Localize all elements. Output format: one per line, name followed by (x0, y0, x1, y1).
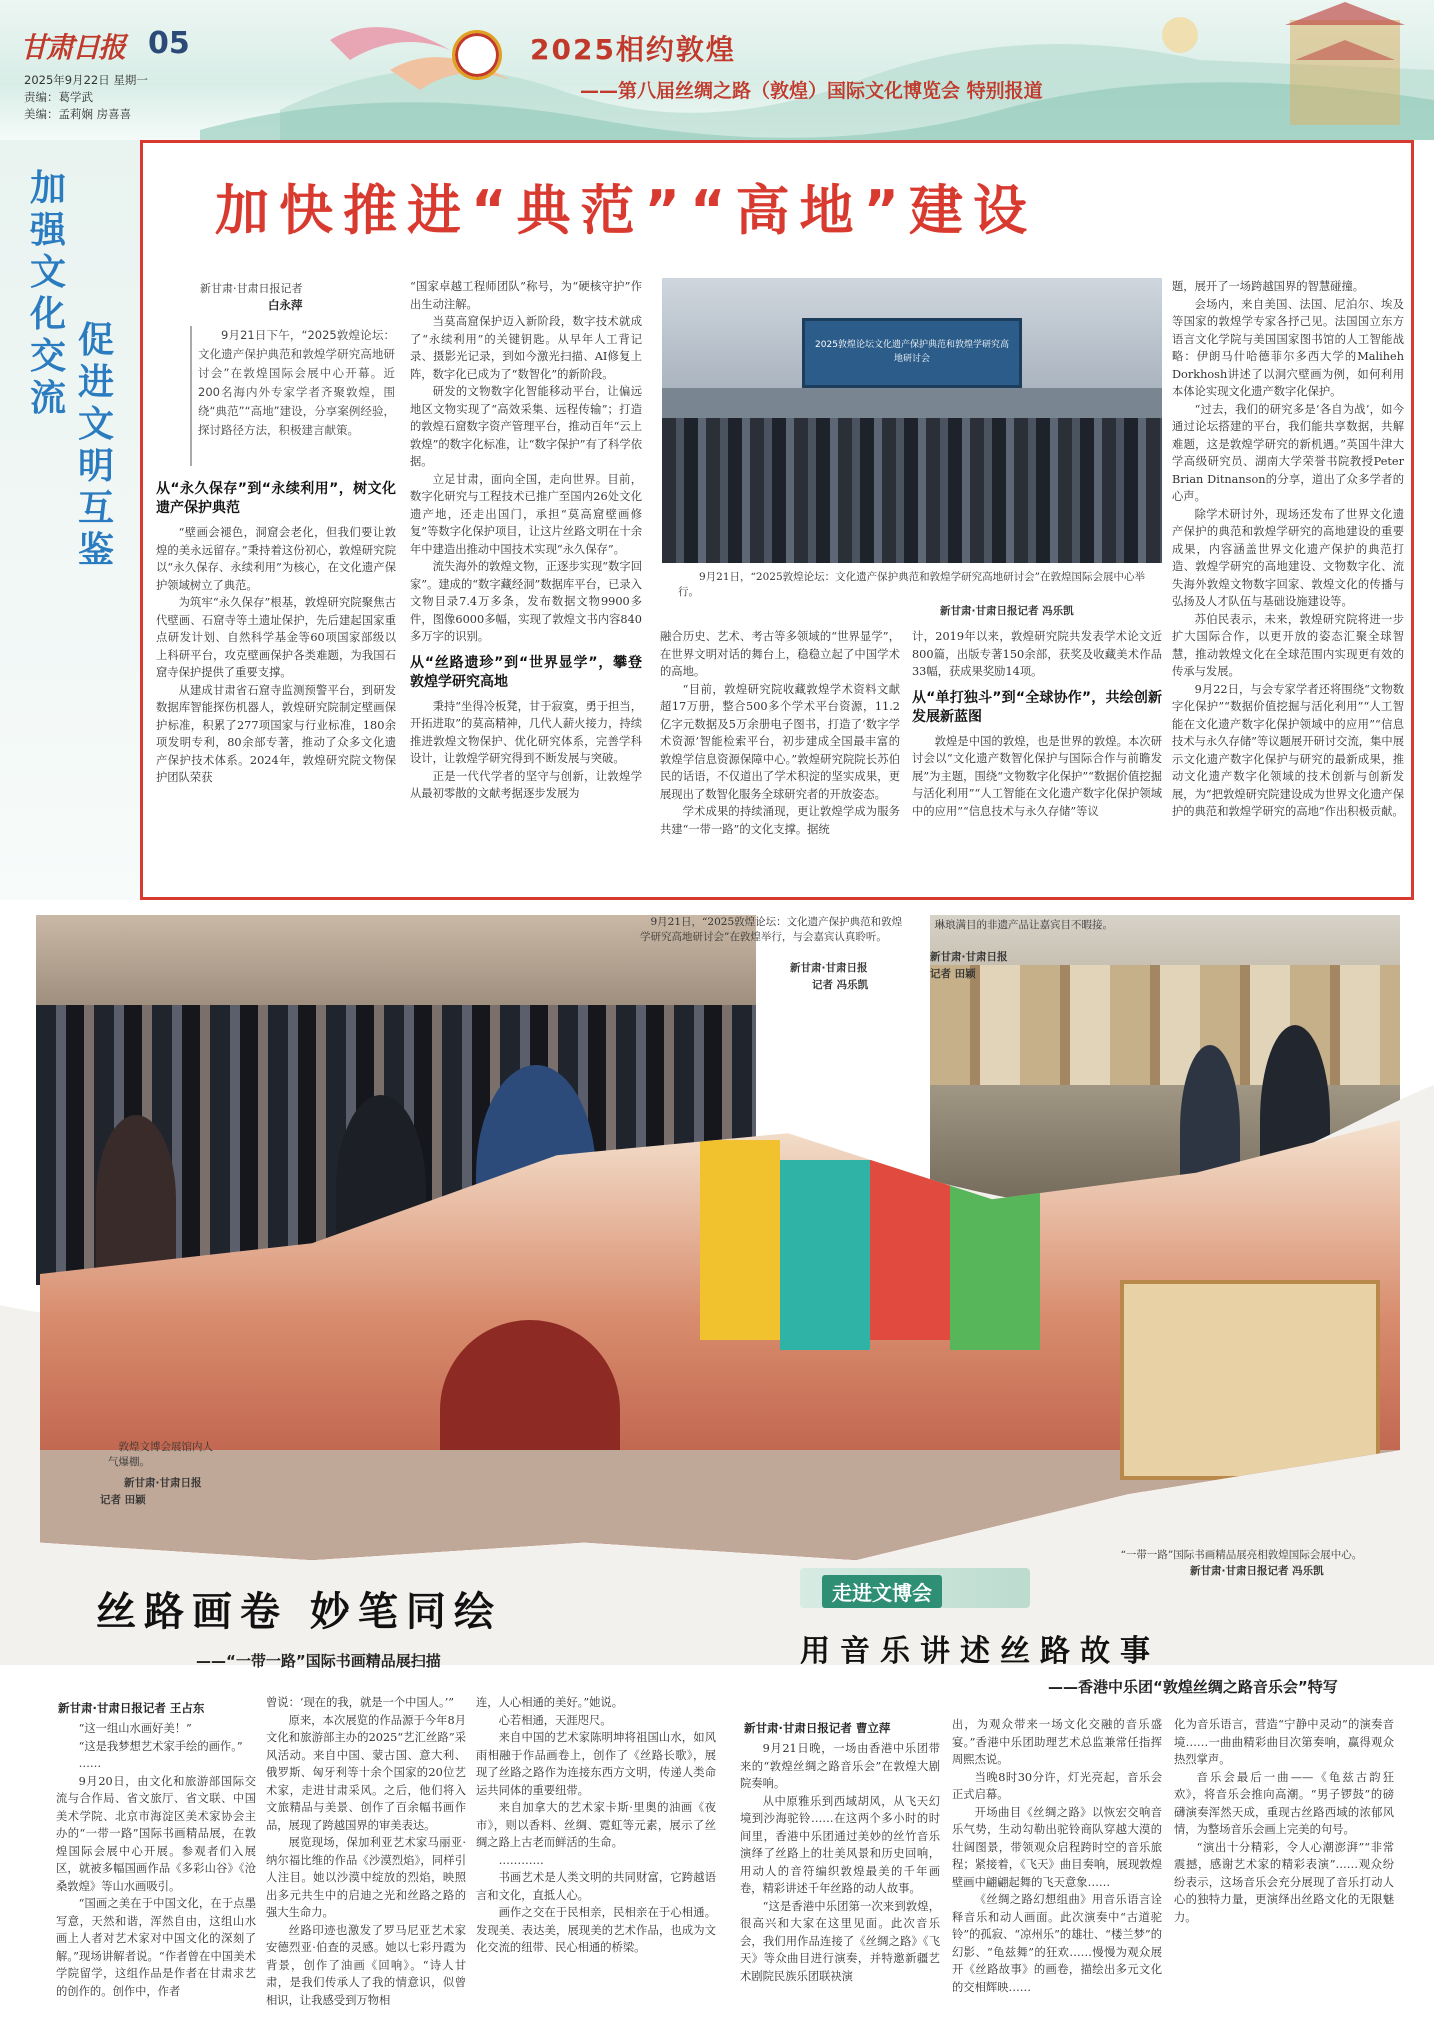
article3-subtitle: ——香港中乐团“敦煌丝绸之路音乐会”特写 (1048, 1678, 1338, 1696)
forum-stage (662, 388, 1162, 418)
forum-audience (662, 418, 1162, 563)
artwork-wall (1120, 1280, 1380, 1480)
heritage-caption: 琳琅满目的非遗产品让嘉宾目不暇接。 (934, 919, 1113, 931)
article3-byline: 新甘肃·甘肃日报记者 曹立萍 (744, 1721, 891, 1735)
lead-subhead-3: 从“单打独斗”到“全球协作”，共绘创新发展新蓝图 (912, 689, 1162, 725)
lead-intro: 9月21日下午，“2025敦煌论坛：文化遗产保护典范和敦煌学研究高地研讨会”在敦煌国际会展中心开幕。近200名海内外专家学者齐聚敦煌，围绕“典范”“高地”建设，分享案例经验，探讨路径方法，积极建言献策。 (190, 326, 395, 466)
heritage-credit-2: 记者 田颖 (930, 968, 976, 980)
calligraphy-credit: 新甘肃·甘肃日报记者 冯乐凯 (1190, 1565, 1324, 1577)
paper-logo: 甘肃日报 (20, 31, 125, 64)
designer-credit: 美编：孟莉娴 房喜喜 (24, 107, 132, 121)
article2-col-1: “这一组山水画好美！” “这是我梦想艺术家手绘的画作。” …… 9月20日，由文化和旅游部国际交流与合作局、省文旅厅、省文联、中国美术学院、北京市海淀区美术家协会主办的“一带一路”国际书画精品展，在敦煌国际会展中心开展。参观者们入展区，就被多幅国画作品《多彩山谷》《沧桑敦煌》等山水画吸引。 “国画之美在于中国文化，在于点墨写意，天然和谐，浑然自由，这组山水画上人者对艺术家对中国文化的深刻了解。”现场讲解者说。“作者曾在中国美术学院留学，这组作品是作者在甘肃求艺的创作的。创作中，作者 (56, 1722, 256, 1998)
hanging-banner (700, 1140, 780, 1340)
forum-screen-text: 2025敦煌论坛文化遗产保护典范和敦煌学研究高地研讨会 (815, 340, 1009, 364)
article2-col-2: 曾说：‘现在的我，就是一个中国人。’” 原来，本次展览的作品源于今年8月文化和旅游部主办的2025“艺汇丝路”采风活动。来自中国、蒙古国、意大利、俄罗斯、匈牙利等十余个国家的20位艺术家，走进甘肃采风。之后，他们将入文旅精品与美景、创作了百余幅书画作品，展现了跨越国界的审美表达。 展览现场，保加利亚艺术家马丽亚·纳尔福比维的作品《沙漠烈焰》，同样引人注目。她以沙漠中绽放的烈焰，映照出多元共生中的启迪之光和丝路之路的强大生命力。 丝路印迹也激发了罗马尼亚艺术家安德烈亚·伯查的灵感。她以七彩丹霞为背景，创作了油画《回响》。“诗人甘肃，是我们传承人了我的情意识，似曾相识，让我感受到万物相 (266, 1696, 466, 2007)
audience-credit-2: 记者 冯乐凯 (812, 979, 869, 991)
banner-subtitle: ——第八届丝绸之路（敦煌）国际文化博览会 特别报道 (580, 80, 1043, 102)
audience-credit-1: 新甘肃·甘肃日报 (790, 962, 868, 974)
forum-photo-caption: 9月21日，“2025敦煌论坛：文化遗产保护典范和敦煌学研究高地研讨会”在敦煌国际会展中心举行。 (678, 571, 1145, 598)
hall-credit-2: 记者 田颖 (100, 1494, 146, 1506)
editor-credit: 责编：葛学武 (24, 90, 93, 104)
audience-caption: 9月21日，“2025敦煌论坛：文化遗产保护典范和敦煌学研究高地研讨会”在敦煌举行，与会嘉宾认真聆听。 (640, 916, 903, 943)
lead-byline2: 白永萍 (268, 298, 303, 312)
article2-subtitle: ——“一带一路”国际书画精品展扫描 (196, 1652, 441, 1670)
column-tag-label: 走进文博会 (822, 1575, 942, 1608)
slogan-left: 加强文化交流 (30, 168, 67, 419)
lead-col-3: 融合历史、艺术、考古等多领域的“世界显学”，在世界文明对话的舞台上，稳稳立起了中国学术的高地。 “目前，敦煌研究院收藏敦煌学术资料文献超17万册，整合500多个学术平台资源，11.2亿字元数据及5万余册电子图书，打造了‘数字学术资源’智能检索平台，初步建成全国最丰富的敦煌学信息资源保障中心。”敦煌研究院院长苏伯民的话语，不仅道出了学术积淀的坚实成果，更展现出了数智化服务全球研究者的开放姿态。 学术成果的持续涌现，更让敦煌学成为服务共建“一带一路”的文化支撑。据统 (660, 630, 900, 836)
article2-byline: 新甘肃·甘肃日报记者 王占东 (58, 1701, 205, 1715)
calligraphy-caption: “一带一路”国际书画精品展亮相敦煌国际会展中心。 (1120, 1549, 1363, 1561)
article2-headline: 丝路画卷 妙笔同绘 (96, 1589, 502, 1635)
hanging-banner (780, 1160, 870, 1350)
lead-col-5: 题，展开了一场跨越国界的智慧碰撞。 会场内，来自美国、法国、尼泊尔、埃及等国家的敦煌学专家各抒己见。法国国立东方语言文化学院与美国国家图书馆的人工智能战略：伊朗马什哈德菲尔多西大学的Maliheh Dorkhosh讲述了以洞穴壁画为例，如何利用本体论实现文化遗产数字化保护。 “过去，我们的研究多是‘各自为战’，如今通过论坛搭建的平台，我们能共享数据，共解难题，这是敦煌学研究的新机遇。”英国牛津大学高级研究员、湖南大学荣誉书院教授Peter Brian Ditnanson的分享，道出了众多学者的心声。 除学术研讨外，现场还发布了世界文化遗产保护的典范和敦煌学研究的高地建设的重要成果，内容涵盖世界文化遗产保护的典范打造、敦煌学研究的高地建设、文物数字化、流失海外敦煌文物数字回家、敦煌文化的传播与弘扬及人才队伍与基础设施建设等。 苏伯民表示，未来，敦煌研究院将进一步扩大国际合作，以更开放的姿态汇聚全球智慧，推动敦煌文化在全球范围内实现更有效的传承与发展。 9月22日，与会专家学者还将围绕“文物数字化保护”“数据价值挖掘与活化利用”“人工智能在文化遗产数字化保护领域中的应用”“信息技术与永久存储”等议题展开研讨交流，集中展示文化遗产数字化保护与研究的最新成果，推动文化遗产数字化领域的技术创新与创新发展，为“把敦煌研究院建设成为世界文化遗产保护的典范和敦煌学研究的高地”作出积极贡献。 (1172, 280, 1404, 818)
issue-date: 2025年9月22日 星期一 (24, 73, 148, 87)
article3-headline: 用音乐讲述丝路故事 (800, 1634, 1160, 1669)
page-number: 05 (148, 26, 190, 61)
lead-col-2: “国家卓越工程师团队”称号，为“硬核守护”作出生动注解。 当莫高窟保护迈入新阶段，数字技术就成了“永续利用”的关键钥匙。从早年人工背记录、摄影光记录，到如今激光扫描、AI修复上阵，数字化已成为了“数智化”的新阶段。 研发的文物数字化智能移动平台，让偏远地区文物实现了“高效采集、远程传输”；打造的敦煌石窟数字资产管理平台，推动百年“云上敦煌”的数字化标准，让“数字保护”有了科学依据。 立足甘肃，面向全国，走向世界。目前，数字化研究与工程技术已推广至国内26处文化遗产地，还走出国门，承担“莫高窟壁画修复”等数字化保护项目，让这片丝路文明在十余年中建造出推动中国技术实现“永久保存”。 流失海外的敦煌文物，正逐步实现“数字回家”。建成的“数字藏经洞”数据库平台，已录入文物目录7.4万多条，发布数据文物9900多件，图像6000多幅，实现了敦煌文书内容840多万字的识别。 从“丝路遗珍”到“世界显学”，攀登敦煌学研究高地 秉持“坐得冷板凳，甘于寂寞，勇于担当，开拓进取”的莫高精神，几代人薪火接力，持续推进敦煌文物保护、优化研究体系，完善学科设计，让敦煌学研究得到不断发展与突破。 正是一代代学者的坚守与创新，让敦煌学从最初零散的文献考据逐步发展为 (410, 280, 642, 800)
heritage-credit-1: 新甘肃·甘肃日报 (930, 951, 1008, 963)
lead-col-4: 计，2019年以来，敦煌研究院共发表学术论文近800篇，出版专著150余部，获奖及收藏美术作品33幅，获成果奖励14项。 从“单打独斗”到“全球协作”，共绘创新发展新蓝图 敦煌是中国的敦煌，也是世界的敦煌。本次研讨会以“文化遗产数智化保护与国际合作与前瞻发展”为主题，围绕“文物数字化保护”“数据价值挖掘与活化利用”“人工智能在文化遗产数字化保护领域中的应用”“信息技术与永久存储”等议 (912, 630, 1162, 818)
article2-col-3: 连，人心相通的美好。”她说。 心若相通，天涯咫尺。 来自中国的艺术家陈明坤将祖国山水，如风雨相融于作品画卷上，创作了《丝路长歌》，展现了丝路之路作为连接东西方文明，传递人类命运共同体的重要纽带。 来自加拿大的艺术家卡斯·里奥的油画《夜市》，则以香料、丝绸、霓虹等元素，展示了丝绸之路上古老而鲜活的生命。 ………… 书画艺术是人类文明的共同财富，它跨越语言和文化，直抵人心。 画作之交在于民相亲，民相亲在于心相通。发现美、表达美，展现美的艺术作品，也成为文化交流的纽带、民心相通的桥梁。 (476, 1696, 716, 1954)
banner-decoration (0, 0, 1434, 140)
expo-logo-icon (452, 30, 502, 80)
lead-subhead-1: 从“永久保存”到“永续利用”，树文化遗产保护典范 (156, 481, 396, 516)
banner-title: 2025相约敦煌 (530, 33, 736, 66)
lead-byline1: 新甘肃·甘肃日报记者 (200, 282, 303, 295)
article3-col-2: 出，为观众带来一场文化交融的音乐盛宴。”香港中乐团助理艺术总监兼常任指挥周熙杰说。 当晚8时30分许，灯光亮起，音乐会正式启幕。 开场曲目《丝绸之路》以恢宏交响音乐气势，生动勾勒出驼铃商队穿越大漠的壮阔图景，带领观众启程跨时空的音乐旅程；紧接着，《飞天》曲目奏响，展现敦煌壁画中翩翩起舞的飞天意象…… 《丝绸之路幻想组曲》用音乐语言诠释音乐和动人画面。此次演奏中“古道驼铃”的孤寂、“凉州乐”的雄壮、“楼兰梦”的幻影、“龟兹舞”的狂欢……慢慢为观众展开《丝路故事》的画卷，描绘出多元文化的交相辉映…… (952, 1718, 1162, 1994)
article3-col-1: 9月21日晚，一场由香港中乐团带来的“敦煌丝绸之路音乐会”在敦煌大剧院奏响。 从中原雅乐到西域胡风，从飞天幻境到沙海驼铃……在这两个多小时的时间里，香港中乐团通过美妙的丝竹音乐演绎了丝路上的壮美风景和历史回响，用动人的音符编织敦煌最美的千年画卷，精彩讲述千年丝路的动人故事。 “这是香港中乐团第一次来到敦煌，很高兴和大家在这里见面。此次音乐会，我们用作品连接了《丝绸之路》《飞天》等众曲目进行演奏，并特邀新疆艺术剧院民族乐团联袂演 (740, 1742, 940, 1983)
article3-col-3: 化为音乐语言，营造“宁静中灵动”的演奏音境……一曲曲精彩曲目次第奏响，赢得观众热烈掌声。 音乐会最后一曲——《龟兹古韵狂欢》，将音乐会推向高潮。“男子锣鼓”的磅礴演奏浑然天成，重现古丝路西域的浓郁风情，为整场音乐会画上完美的句号。 “演出十分精彩，令人心潮澎湃”“非常震撼，感谢艺术家的精彩表演”……观众纷纷表示，这场音乐会充分展现了音乐打动人心的独特力量，更演绎出丝路文化的无限魅力。 (1174, 1718, 1394, 1924)
hall-credit-1: 新甘肃·甘肃日报 (124, 1477, 202, 1489)
lead-headline: 加快推进“典范”“高地”建设 (215, 179, 1037, 242)
forum-photo-credit: 新甘肃·甘肃日报记者 冯乐凯 (940, 605, 1074, 617)
slogan-right: 促进文明互鉴 (78, 320, 115, 571)
lead-col-1: 从“永久保存”到“永续利用”，树文化遗产保护典范 “壁画会褪色，洞窟会老化，但我们要让敦煌的美永远留存。”秉持着这份初心，敦煌研究院以“永久保存、永续利用”为核心，在文化遗产保护领域树立了典范。 为筑牢“永久保存”根基，敦煌研究院聚焦古代壁画、石窟寺等土遗址保护，先后建起国家重点研发计划、自然科学基金等60项国家部级以上科研平台，攻克壁画保护各类难题，为我国石窟寺保护提供了重要支撑。 从建成甘肃省石窟寺监测预警平台，到研发数据库智能探伤机器人，敦煌研究院制定壁画保护标准，积累了277项国家与行业标准，180余项发明专利，80余部专著，推动了众多文化遗产保护技术体系。2024年，敦煌研究院文物保护团队荣获 (156, 481, 396, 784)
hall-caption: 敦煌文博会展馆内人气爆棚。 (108, 1441, 213, 1468)
lead-subhead-2: 从“丝路遗珍”到“世界显学”，攀登敦煌学研究高地 (410, 654, 642, 690)
forum-photo (662, 278, 1162, 563)
